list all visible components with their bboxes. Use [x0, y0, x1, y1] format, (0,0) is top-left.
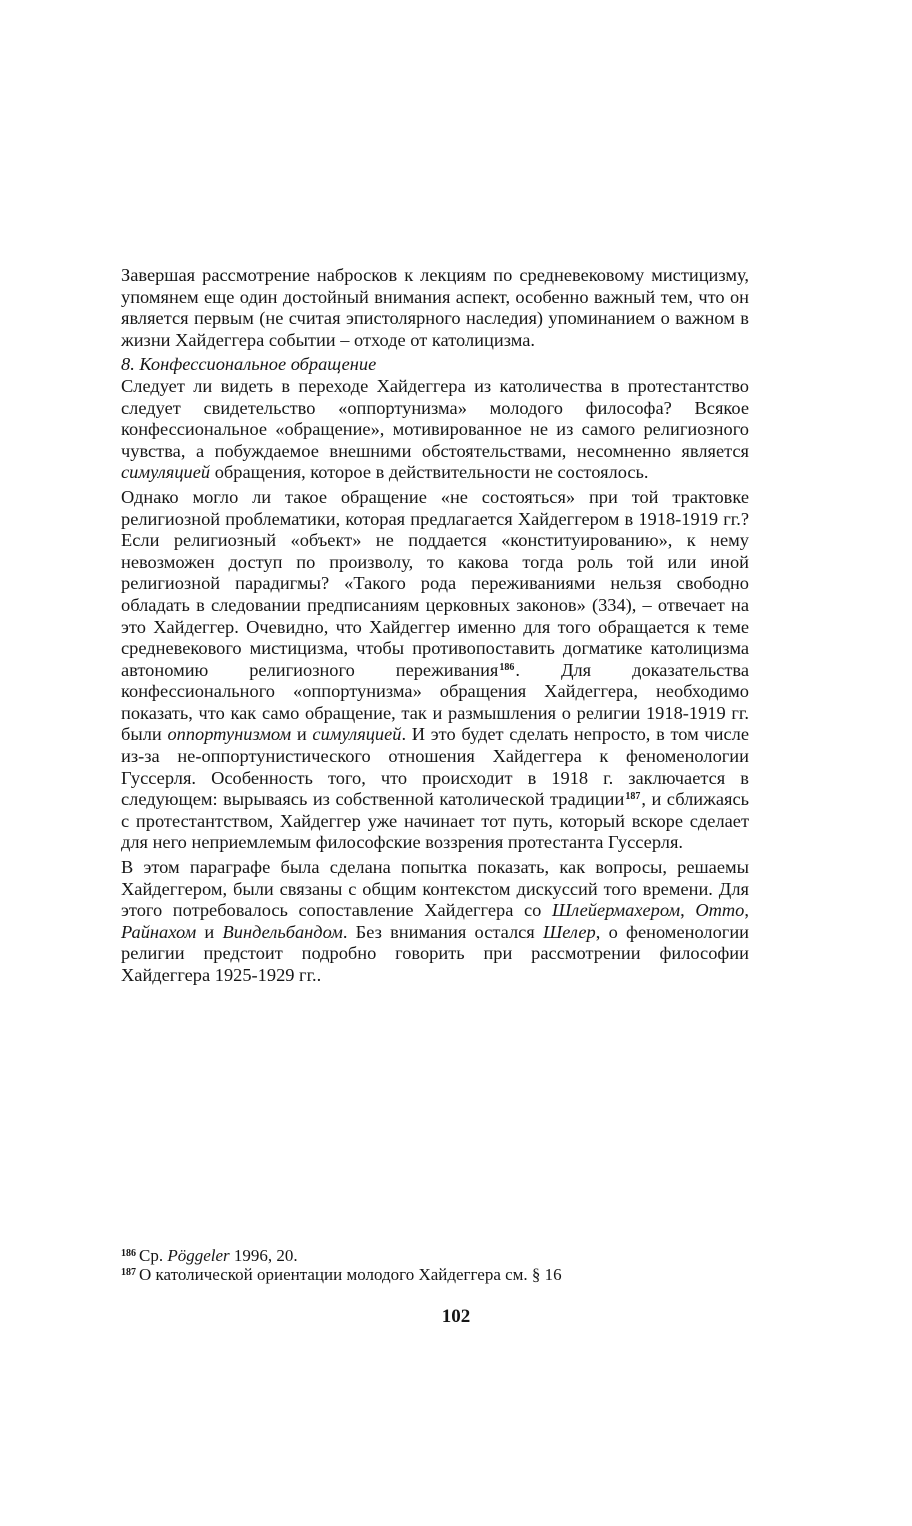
- text-run: . И это будет сделать непросто, в том числе из-за не-оппортунистического отношения Хайдеггера к феноменологии Гуссерля. Особенность того, что происходит в 1918 г. заключается в следующем: вырываясь из собственной католической традиции: [121, 724, 750, 810]
- italic-term: симуляцией: [312, 724, 402, 745]
- footnote-text: Ср.: [139, 1246, 168, 1265]
- text-run: и: [291, 724, 313, 745]
- text-run: ,: [744, 900, 749, 921]
- paragraph-religious-problem: [121, 487, 749, 854]
- footnote-number: 187: [121, 1267, 136, 1278]
- text-run: обращения, которое в действительности не состоялось.: [210, 462, 649, 483]
- text-run: . Для доказательства конфессионального «оппортунизма» обращения Хайдеггера, необходимо показать, что как само обращение, так и размышления о религии 1918-1919 гг. были: [121, 659, 749, 745]
- footnote-ref-187[interactable]: 187: [625, 791, 641, 803]
- italic-name: Шлейермахером: [551, 900, 681, 921]
- text-run: Однако могло ли такое обращение «не состояться» при той трактовке религиозной проблематики, которая предлагается Хайдеггером в 1918-1919 гг.? Если религиозный «объект» не поддается «конституированию», к нему невозможен доступ по произволу, то какова тогда роль той или иной религиозной парадигмы? «Такого рода переживаниями нельзя свободно обладать в следовании предписаниям церковных законов» (334), – отвечает на это Хайдеггер. Очевидно, что Хайдеггер именно для того обращается к теме средневекового мистицизма, чтобы противопоставить догматике католицизма автономию религиозного переживания: [121, 486, 749, 680]
- italic-name: Отто: [695, 900, 745, 921]
- italic-term: симуляцией: [121, 462, 211, 483]
- text-run: и: [196, 921, 223, 942]
- footnote-text: 1996, 20.: [229, 1246, 298, 1265]
- footnote-text: О католической ориентации молодого Хайдеггера см. § 16: [139, 1265, 562, 1284]
- main-text: [121, 265, 749, 987]
- italic-name: Виндельбандом: [222, 921, 343, 942]
- paragraph-conclusion: [121, 857, 749, 987]
- text-run: , и сближаясь с протестантством, Хайдеггер уже начинает тот путь, который вскоре сделает для него неприемлемым философские воззрения протестанта Гуссерля.: [121, 789, 749, 853]
- footnote-italic: Pöggeler: [167, 1246, 230, 1265]
- italic-term: оппортунизмом: [167, 724, 292, 745]
- text-run: Следует ли видеть в переходе Хайдеггера из католичества в протестантство следует свидетельство «оппортунизма» молодого философа? Всякое конфессиональное «обращение», мотивированное не из самого религиозного чувства, а побуждаемое внешними обстоятельствами, несомненно является: [121, 375, 749, 461]
- paragraph-intro: Завершая рассмотрение набросков к лекциям по средневековому мистицизму, упомянем еще один достойный внимания аспект, особенно важный тем, что он является первым (не считая эпистолярного наследия) упоминанием о важном в жизни Хайдеггера событии – отходе от католицизма.: [121, 265, 749, 350]
- footnotes: [121, 1246, 749, 1284]
- footnote-number: 186: [121, 1248, 136, 1259]
- footnote-ref-186[interactable]: 186: [499, 661, 515, 673]
- section-heading: 8. Конфессиональное обращение: [121, 354, 377, 375]
- text-run: . Без внимания остался: [342, 921, 544, 942]
- footnote-186: [121, 1246, 749, 1265]
- text-run: ,: [680, 900, 696, 921]
- paragraph-conversion-question: [121, 376, 749, 484]
- italic-name: Шелер: [543, 921, 596, 942]
- text-run: , о феноменологии религии предстоит подробно говорить при рассмотрении философии Хайдеггера 1925-1929 гг..: [121, 921, 749, 985]
- italic-name: Райнахом: [121, 921, 197, 942]
- text-run: В этом параграфе была сделана попытка показать, как вопросы, решаемы Хайдеггером, были связаны с общим контекстом дискуссий того времени. Для этого потребовалось сопоставление Хайдеггера со: [121, 857, 749, 921]
- page-number: 102: [441, 1306, 471, 1327]
- footnote-187: [121, 1265, 749, 1284]
